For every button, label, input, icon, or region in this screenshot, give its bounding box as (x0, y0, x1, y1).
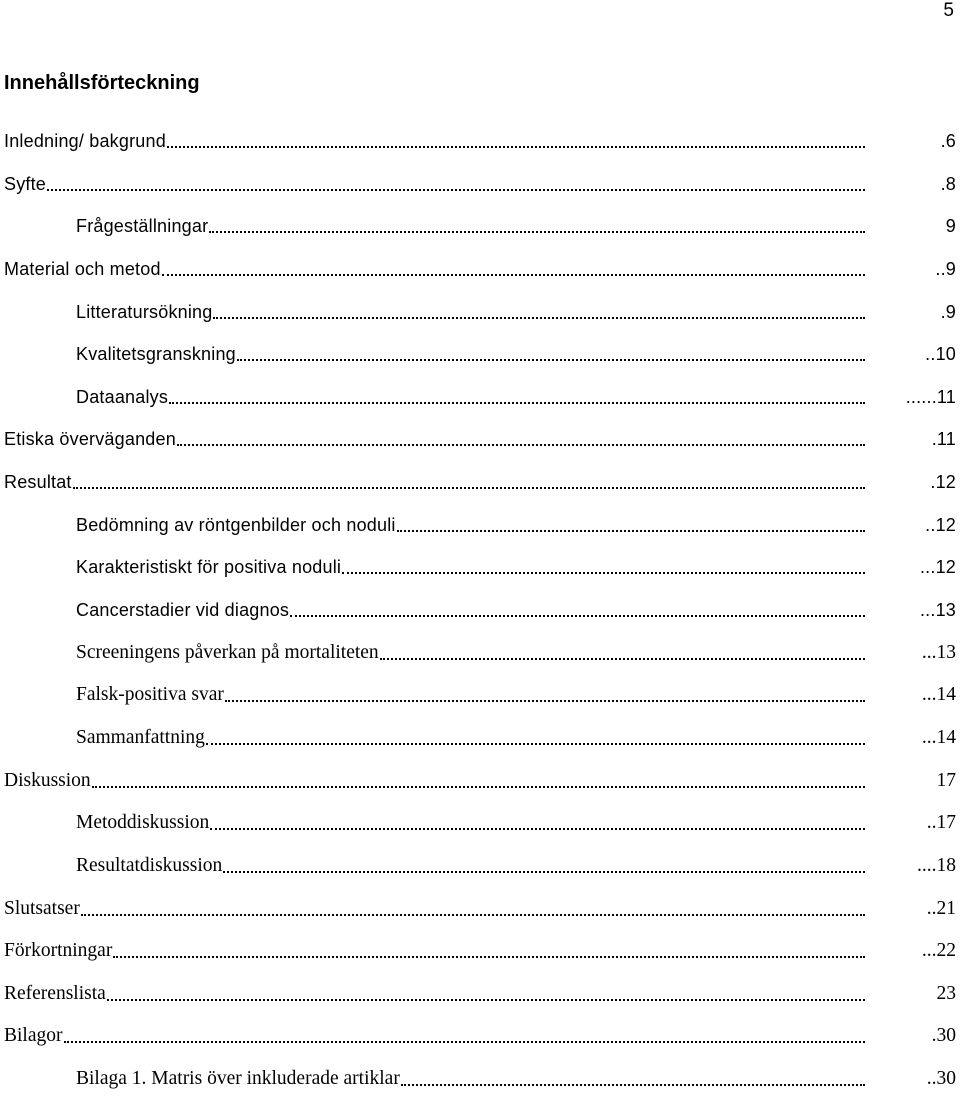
toc-entry-page-number: ...12 (919, 557, 956, 578)
toc-entry-label: Screeningens påverkan på mortaliteten (76, 641, 379, 663)
toc-entry[interactable] (0, 680, 960, 723)
dot-leader (113, 956, 865, 958)
toc-entry-label: Sammanfattning (76, 726, 205, 748)
dot-leader (290, 615, 865, 617)
toc-entry[interactable] (0, 979, 960, 1022)
toc-entry-label: Bedömning av röntgenbilder och noduli (76, 514, 396, 535)
toc-entry-row (4, 1021, 956, 1049)
toc-entry-row (76, 1064, 956, 1092)
dot-leader (92, 786, 865, 788)
toc-entry-page-number: .9 (940, 301, 956, 322)
toc-entry-label: Bilagor (4, 1025, 63, 1047)
dot-leader (169, 402, 865, 404)
toc-entry-page-number: .8 (940, 173, 956, 194)
dot-leader (107, 999, 865, 1001)
toc-entry-label: Frågeställningar (76, 216, 209, 237)
toc-entry-row (76, 723, 956, 751)
toc-entry[interactable] (0, 552, 960, 595)
toc-entry-page-number: 17 (936, 769, 956, 791)
toc-entry[interactable] (0, 169, 960, 212)
toc-entry-row (4, 766, 956, 794)
toc-entry[interactable] (0, 510, 960, 553)
toc-entry-page-number: .30 (931, 1025, 956, 1047)
toc-entry[interactable] (0, 1021, 960, 1064)
toc-entry[interactable] (0, 894, 960, 937)
toc-entry-page-number: .12 (930, 472, 956, 493)
toc-entry-label: Referenslista (4, 982, 106, 1004)
toc-entry[interactable] (0, 808, 960, 851)
dot-leader (73, 487, 865, 489)
dot-leader (64, 1041, 866, 1043)
dot-leader (177, 444, 865, 446)
toc-entry[interactable] (0, 723, 960, 766)
toc-entry[interactable] (0, 254, 960, 297)
toc-entry-label: Etiska överväganden (4, 429, 176, 450)
toc-entry[interactable] (0, 126, 960, 169)
dot-leader (397, 530, 865, 532)
toc-entry-label: Slutsatser (4, 897, 80, 919)
dot-leader (162, 274, 865, 276)
toc-entry-label: Falsk-positiva svar (76, 684, 224, 706)
toc-entry[interactable] (0, 638, 960, 681)
toc-entry-page-number: ..12 (925, 514, 956, 535)
toc-entry-page-number: 23 (936, 982, 956, 1004)
toc-entry-label: Bilaga 1. Matris över inkluderade artiklar (76, 1068, 400, 1090)
dot-leader (47, 189, 865, 191)
dot-leader (237, 359, 865, 361)
toc-entry[interactable] (0, 851, 960, 894)
toc-entry-label: Karakteristiskt för positiva noduli (76, 557, 342, 578)
toc-entry[interactable] (0, 467, 960, 510)
toc-entry[interactable] (0, 936, 960, 979)
toc-entry-row (76, 808, 956, 836)
toc-entry-label: Metoddiskussion (76, 812, 210, 834)
toc-entry-row (76, 382, 956, 410)
toc-entry[interactable] (0, 424, 960, 467)
dot-leader (209, 231, 865, 233)
toc-entry-label: Inledning/ bakgrund (4, 131, 166, 151)
toc-entry-label: Förkortningar (4, 940, 113, 962)
toc-entry-label: Material och metod (4, 258, 161, 279)
dot-leader (206, 743, 865, 745)
toc-entry[interactable] (0, 766, 960, 809)
dot-leader (210, 828, 865, 830)
toc-entry-row (76, 211, 956, 239)
toc-entry-label: Resultat (4, 472, 72, 493)
toc-entry[interactable] (0, 382, 960, 425)
toc-entry-row (76, 595, 956, 623)
toc-entry-row (4, 936, 956, 964)
dot-leader (213, 317, 865, 319)
toc-entry-label: Kvalitetsgranskning (76, 344, 236, 365)
toc-entry-label: Diskussion (4, 769, 91, 791)
toc-entry-page-number: ..30 (926, 1068, 956, 1090)
dot-leader (380, 658, 865, 660)
toc-entry-row (4, 467, 956, 495)
toc-entry-label: Dataanalys (76, 386, 169, 407)
toc-entry-page-number: ...14 (921, 726, 956, 748)
toc-entry-row (4, 424, 956, 452)
toc-entry-row (76, 297, 956, 325)
toc-entry-label: Cancerstadier vid diagnos (76, 600, 290, 621)
page-number: 5 (943, 0, 954, 21)
toc-entry-page-number: .11 (931, 429, 956, 450)
toc-entry-page-number: ...13 (921, 641, 956, 663)
toc-entry-row (76, 851, 956, 879)
toc-entry-page-number: ..10 (925, 344, 956, 365)
toc-entry-label: Syfte (4, 173, 47, 194)
toc-entry[interactable] (0, 297, 960, 340)
dot-leader (342, 572, 865, 574)
toc-entry[interactable] (0, 595, 960, 638)
toc-entry-page-number: ..17 (926, 812, 956, 834)
toc-entry-page-number: ...14 (921, 684, 956, 706)
toc-entry-row (4, 894, 956, 922)
toc-entry-page-number: 9 (945, 216, 956, 237)
toc-list (0, 126, 960, 1107)
toc-entry-row (4, 169, 956, 197)
toc-entry-row (4, 979, 956, 1007)
dot-leader (225, 700, 865, 702)
toc-entry-row (76, 638, 956, 666)
toc-entry-page-number: .6 (940, 131, 956, 151)
toc-entry[interactable] (0, 211, 960, 254)
toc-entry-page-number: ......11 (905, 386, 956, 407)
toc-entry-row (76, 552, 956, 580)
toc-entry-page-number: ...22 (921, 940, 956, 962)
dot-leader (81, 914, 865, 916)
toc-entry-row (4, 126, 956, 154)
toc-title: Innehållsförteckning (4, 72, 200, 94)
toc-entry-row (76, 510, 956, 538)
dot-leader (167, 146, 865, 148)
dot-leader (401, 1084, 865, 1086)
toc-entry-page-number: ....18 (917, 854, 956, 876)
toc-entry-page-number: ..21 (926, 897, 956, 919)
toc-entry-row (76, 680, 956, 708)
toc-entry-label: Litteratursökning (76, 301, 213, 322)
toc-entry[interactable] (0, 339, 960, 382)
dot-leader (223, 871, 865, 873)
toc-entry-page-number: ..9 (935, 258, 956, 279)
toc-entry[interactable] (0, 1064, 960, 1107)
toc-entry-row (76, 339, 956, 367)
toc-entry-row (4, 254, 956, 282)
toc-entry-label: Resultatdiskussion (76, 854, 223, 876)
toc-entry-page-number: ...13 (919, 600, 956, 621)
